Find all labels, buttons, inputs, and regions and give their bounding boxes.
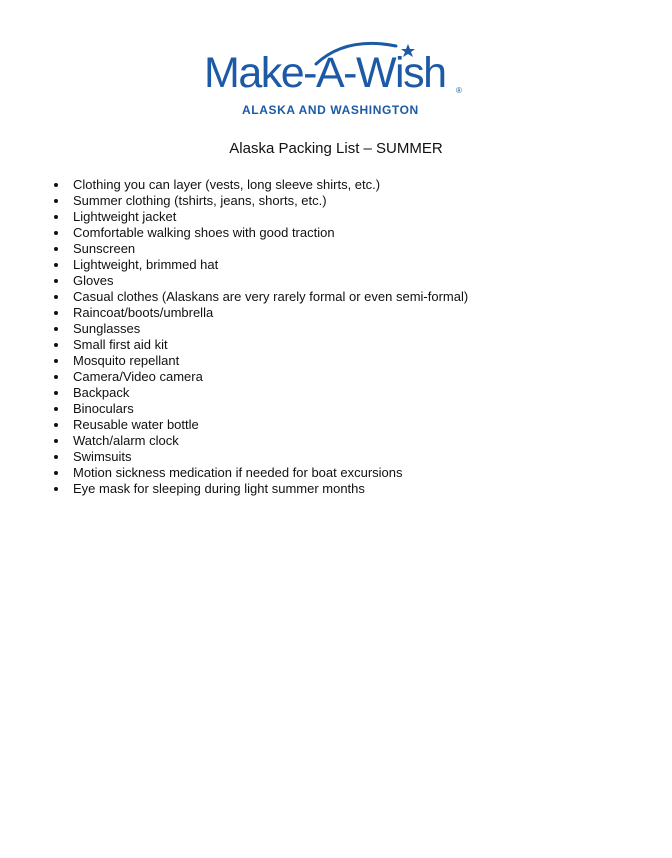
list-item: [54, 321, 468, 337]
list-item: [54, 417, 468, 433]
list-item-text: Comfortable walking shoes with good traction: [73, 225, 335, 240]
packing-list: [54, 177, 468, 497]
list-item: [54, 289, 468, 305]
list-item-text: Motion sickness medication if needed for boat excursions: [73, 465, 403, 480]
logo-brand-name: Make-A-Wish: [204, 49, 446, 97]
list-item-text: Swimsuits: [73, 449, 132, 464]
registered-mark: ®: [456, 86, 462, 95]
bullet-icon: [54, 311, 58, 315]
document-title: Alaska Packing List – SUMMER: [229, 140, 443, 157]
list-item-text: Lightweight jacket: [73, 209, 177, 224]
list-item: [54, 177, 468, 193]
bullet-icon: [54, 327, 58, 331]
list-item-text: Casual clothes (Alaskans are very rarely formal or even semi-formal): [73, 289, 469, 304]
bullet-icon: [54, 343, 58, 347]
list-item: [54, 465, 468, 481]
bullet-icon: [54, 215, 58, 219]
list-item: [54, 369, 468, 385]
list-item-text: Small first aid kit: [73, 337, 168, 352]
list-item-text: Raincoat/boots/umbrella: [73, 305, 214, 320]
list-item: [54, 385, 468, 401]
list-item: [54, 209, 468, 225]
bullet-icon: [54, 455, 58, 459]
list-item-text: Summer clothing (tshirts, jeans, shorts, etc.): [73, 193, 327, 208]
list-item-text: Reusable water bottle: [73, 417, 199, 432]
list-item: [54, 273, 468, 289]
list-item: [54, 337, 468, 353]
bullet-icon: [54, 183, 58, 187]
bullet-icon: [54, 375, 58, 379]
list-item-text: Clothing you can layer (vests, long sleeve shirts, etc.): [73, 177, 381, 192]
bullet-icon: [54, 263, 58, 267]
list-item: [54, 193, 468, 209]
list-item: [54, 433, 468, 449]
bullet-icon: [54, 295, 58, 299]
logo-chapter-name: ALASKA AND WASHINGTON: [242, 103, 419, 117]
list-item-text: Backpack: [73, 385, 130, 400]
list-item-text: Sunscreen: [73, 241, 136, 256]
bullet-icon: [54, 247, 58, 251]
bullet-icon: [54, 439, 58, 443]
bullet-icon: [54, 231, 58, 235]
make-a-wish-logo: [196, 36, 472, 120]
bullet-icon: [54, 359, 58, 363]
list-item: [54, 305, 468, 321]
list-item: [54, 481, 468, 497]
list-item: [54, 449, 468, 465]
list-item-text: Watch/alarm clock: [73, 433, 179, 448]
bullet-icon: [54, 407, 58, 411]
list-item: [54, 401, 468, 417]
bullet-icon: [54, 423, 58, 427]
list-item-text: Gloves: [73, 273, 114, 288]
bullet-icon: [54, 471, 58, 475]
bullet-icon: [54, 391, 58, 395]
list-item: [54, 225, 468, 241]
list-item-text: Eye mask for sleeping during light summer months: [73, 481, 365, 496]
list-item: [54, 241, 468, 257]
list-item-text: Camera/Video camera: [73, 369, 203, 384]
list-item-text: Sunglasses: [73, 321, 141, 336]
list-item: [54, 353, 468, 369]
list-item-text: Mosquito repellant: [73, 353, 180, 368]
list-item-text: Binoculars: [73, 401, 134, 416]
list-item: [54, 257, 468, 273]
bullet-icon: [54, 199, 58, 203]
list-item-text: Lightweight, brimmed hat: [73, 257, 219, 272]
bullet-icon: [54, 487, 58, 491]
bullet-icon: [54, 279, 58, 283]
